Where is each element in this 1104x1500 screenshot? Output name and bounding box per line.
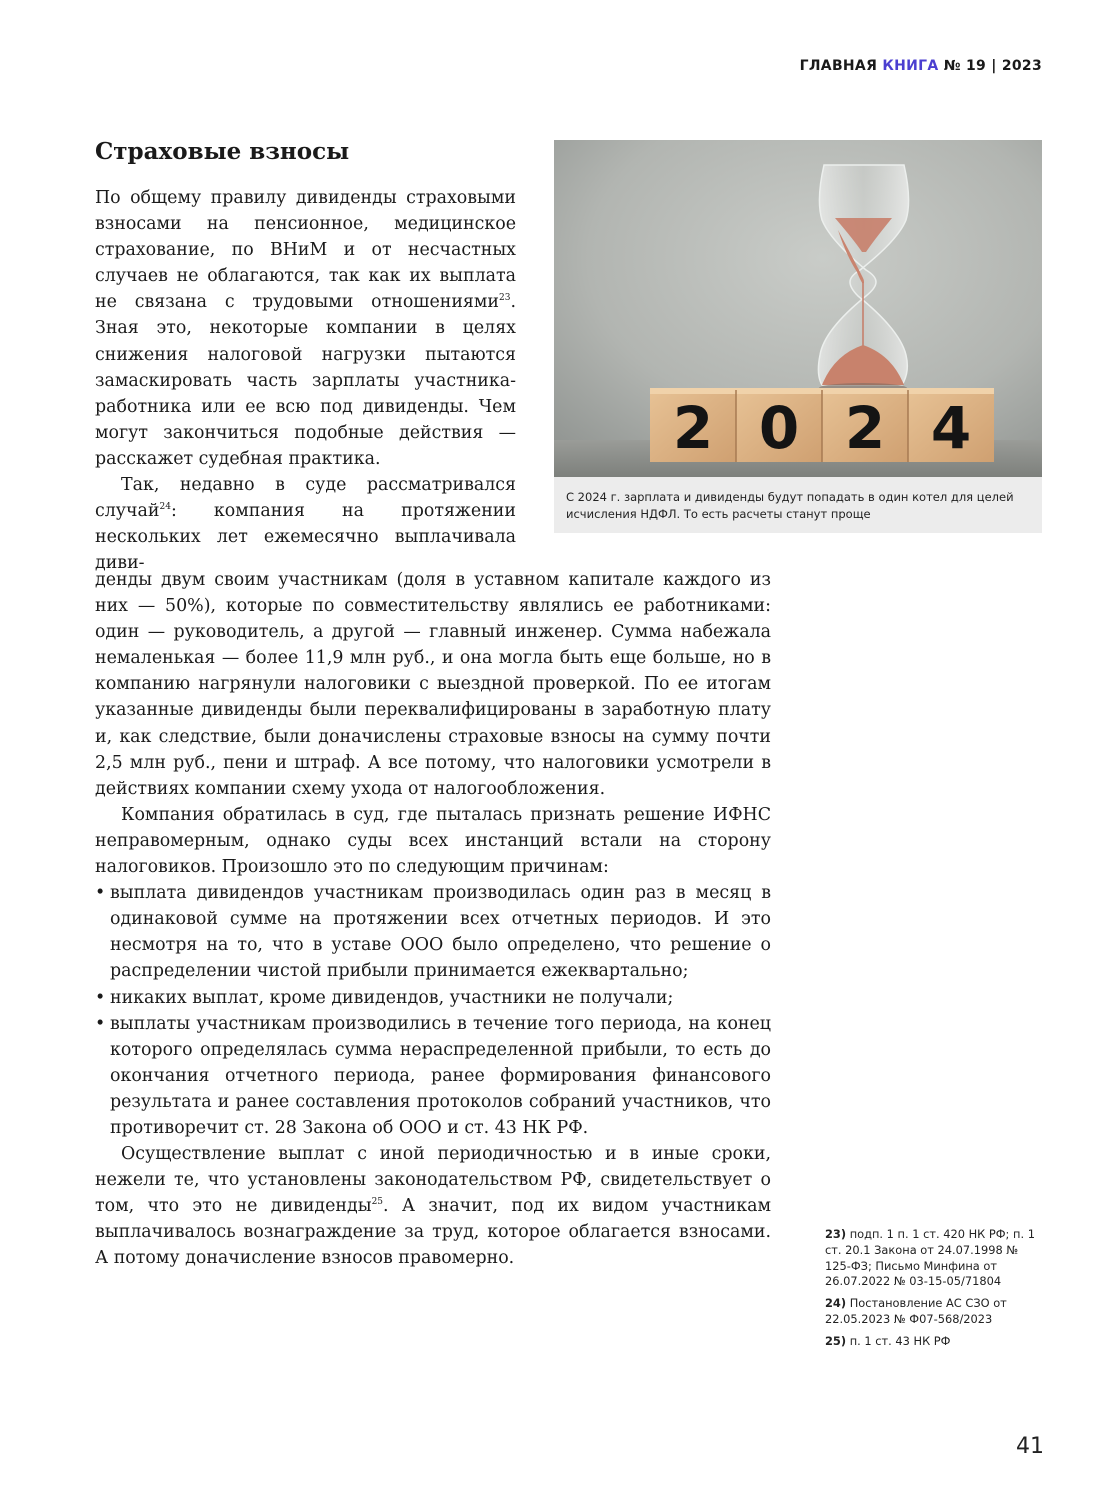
- bullet-icon: •: [95, 883, 106, 904]
- footnote-23: 23) подп. 1 п. 1 ст. 420 НК РФ; п. 1 ст. 20.1 Закона от 24.07.1998 № 125-ФЗ; Письмо Минфина от 26.07.2022 № 03-15-05/71804: [825, 1227, 1035, 1289]
- paragraph-3: Компания обратилась в суд, где пыталась признать решение ИФНС неправомерным, однако суды всех инстанций встали на сторону налоговиков. Произошло это по следующим причинам:: [95, 804, 771, 878]
- brand-accent: КНИГА: [882, 58, 939, 74]
- hourglass-2024-photo: [554, 140, 1042, 477]
- year-digit: 4: [930, 394, 972, 462]
- year-digit: 2: [844, 394, 886, 462]
- paragraph-2: Так, недавно в суде рассматривался случай$^{24}$: компания на протяжении нескольких лет ежемесячно выплачивала диви-: [95, 475, 516, 574]
- footnote-24: 24) Постановление АС СЗО от 22.05.2023 № Ф07-568/2023: [825, 1296, 1007, 1326]
- year-blocks: [650, 388, 994, 462]
- footnote-25: 25) п. 1 ст. 43 НК РФ: [825, 1333, 951, 1348]
- footnote-ref: 24: [159, 502, 171, 513]
- footnote-ref: 23: [499, 293, 511, 304]
- list-item: • никаких выплат, кроме дивидендов, участники не получали;: [95, 985, 771, 1011]
- brand-main: ГЛАВНАЯ: [799, 58, 878, 74]
- body-column-narrow: [95, 185, 516, 576]
- figure-caption: С 2024 г. зарплата и дивиденды будут попадать в один котел для целей исчисления НДФЛ. То есть расчеты станут проще: [554, 477, 1042, 533]
- section-heading: Страховые взносы: [95, 138, 350, 165]
- paragraph-2-continued: денды двум своим участникам (доля в уставном капитале каждого из них — 50%), которые по совместительству являлись ее работниками: один — руководитель, а другой — главный инженер. Сумма набежала немаленькая — более 11,9 млн руб., и она могла быть еще больше, но в компанию нагрянули налоговики с выездной проверкой. По ее итогам указанные дивиденды были переквалифицированы в заработную плату и, как следствие, были доначислены страховые взносы на сумму почти 2,5 млн руб., пени и штраф. А все потому, что налоговики усмотрели в действиях компании схему ухода от налогообложения.: [95, 570, 771, 799]
- paragraph-4: Осуществление выплат с иной периодичностью и в иные сроки, нежели те, что установлены законодательством РФ, свидетельствует о том, что это не дивиденды$^{25}$. А значит, под их видом участникам выплачивалось вознаграждение за труд, которое облагается взносами. А потому доначисление взносов правомерно.: [95, 1144, 771, 1269]
- reasons-list: [95, 880, 771, 1141]
- bullet-icon: •: [95, 987, 106, 1008]
- footnote-ref: 25: [371, 1197, 384, 1208]
- masthead: [800, 58, 1042, 74]
- page-number: 41: [1016, 1434, 1044, 1459]
- issue-label: № 19 | 2023: [943, 58, 1042, 74]
- body-column-wide: [95, 567, 771, 1272]
- figure: [554, 140, 1042, 533]
- year-digit: 0: [758, 394, 800, 462]
- list-item: • выплата дивидендов участникам производилась один раз в месяц в одинаковой сумме на протяжении всех отчетных периодов. И это несмотря на то, что в уставе ООО было определено, что решение о распределении чистой прибыли принимается ежеквартально;: [95, 880, 771, 984]
- list-item: • выплаты участникам производились в течение того периода, на конец которого определялась сумма нераспределенной прибыли, то есть до окончания отчетного периода, ранее формирования финансового результата и ранее составления протоколов собраний участников, что противоречит ст. 28 Закона об ООО и ст. 43 НК РФ.: [95, 1011, 771, 1141]
- footnotes: [825, 1227, 1045, 1356]
- year-digit: 2: [672, 394, 714, 462]
- bullet-icon: •: [95, 1013, 106, 1034]
- paragraph-1: По общему правилу дивиденды страховыми взносами на пенсионное, медицинское страхование, по ВНиМ и от несчастных случаев не облагаются, так как их выплата не связана с трудовыми отношениями$^{23}$. Зная это, некоторые компании в целях снижения налоговой нагрузки пытаются замаскировать часть зарплаты участника-работника или ее всю под дивиденды. Чем могут закончиться подобные действия — расскажет судебная практика.: [95, 188, 516, 469]
